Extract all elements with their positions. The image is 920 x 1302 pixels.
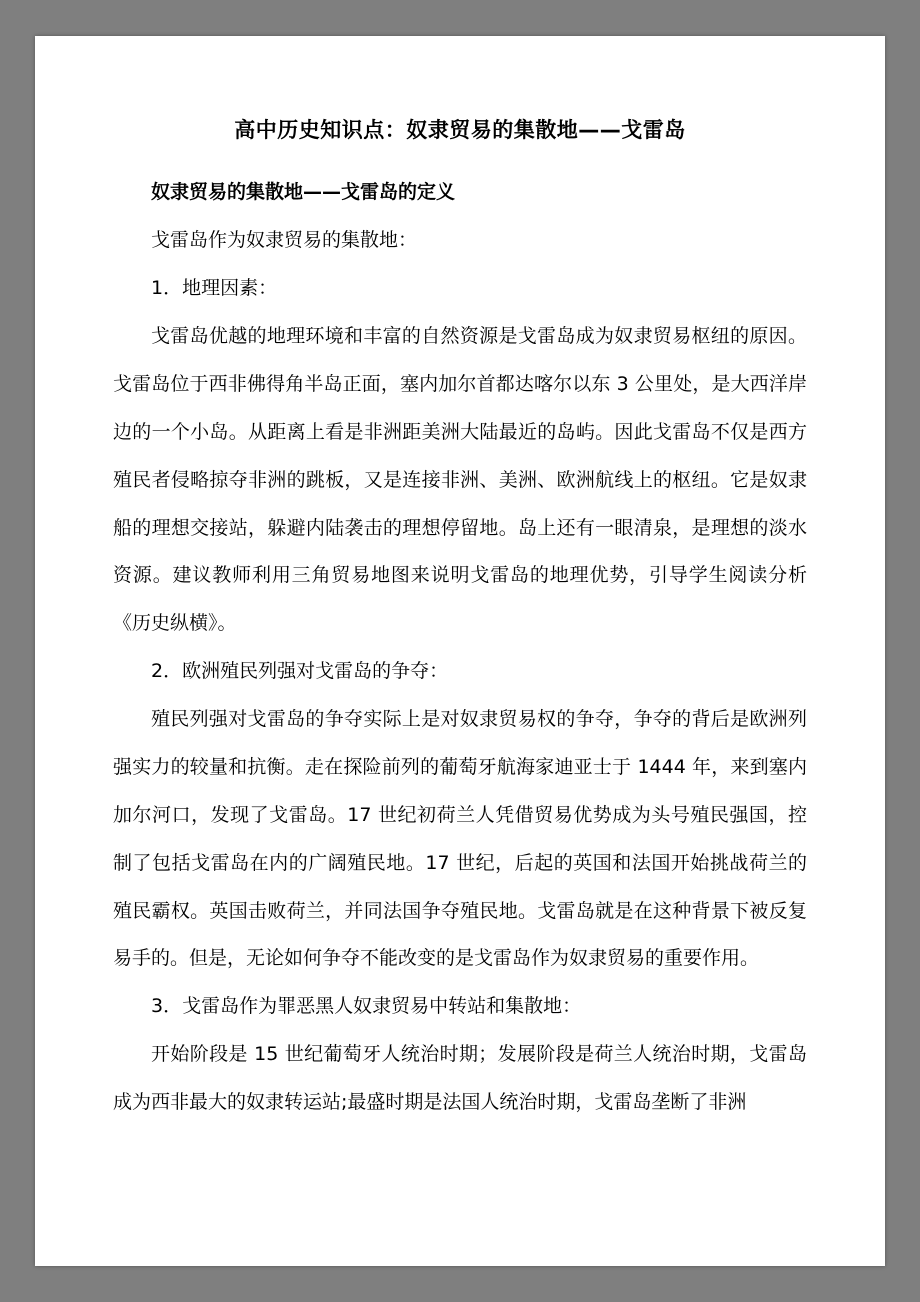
document-body <box>113 169 807 1127</box>
document-title: 高中历史知识点：奴隶贸易的集散地——戈雷岛 <box>234 118 686 142</box>
paragraph-section-2-body: 殖民列强对戈雷岛的争夺实际上是对奴隶贸易权的争夺，争夺的背后是欧洲列强实力的较量和抗衡。走在探险前列的葡萄牙航海家迪亚士于 1444 年，来到塞内加尔河口，发现了戈雷岛。17 世纪初荷兰人凭借贸易优势成为头号殖民强国，控制了包括戈雷岛在内的广阔殖民地。17 世纪，后起的英国和法国开始挑战荷兰的殖民霸权。英国击败荷兰，并同法国争夺殖民地。戈雷岛就是在这种背景下被反复易手的。但是，无论如何争夺不能改变的是戈雷岛作为奴隶贸易的重要作用。 <box>113 708 807 970</box>
paragraph-intro: 戈雷岛作为奴隶贸易的集散地： <box>151 229 418 252</box>
paragraph-section-1-heading: 1．地理因素： <box>151 277 278 300</box>
document-page <box>35 36 885 1266</box>
paragraph-section-1-body: 戈雷岛优越的地理环境和丰富的自然资源是戈雷岛成为奴隶贸易枢纽的原因。戈雷岛位于西非佛得角半岛正面，塞内加尔首都达喀尔以东 3 公里处，是大西洋岸边的一个小岛。从距离上看是非洲距美洲大陆最近的岛屿。因此戈雷岛不仅是西方殖民者侵略掠夺非洲的跳板，又是连接非洲、美洲、欧洲航线上的枢纽。它是奴隶船的理想交接站，躲避内陆袭击的理想停留地。岛上还有一眼清泉，是理想的淡水资源。建议教师利用三角贸易地图来说明戈雷岛的地理优势，引导学生阅读分析《历史纵横》。 <box>113 325 807 635</box>
paragraph-section-3-heading: 3．戈雷岛作为罪恶黑人奴隶贸易中转站和集散地： <box>151 995 582 1018</box>
paragraph-section-3-body: 开始阶段是 15 世纪葡萄牙人统治时期；发展阶段是荷兰人统治时期，戈雷岛成为西非最大的奴隶转运站;最盛时期是法国人统治时期，戈雷岛垄断了非洲 <box>113 1043 807 1114</box>
paragraph-definition-heading: 奴隶贸易的集散地——戈雷岛的定义 <box>151 181 456 204</box>
paragraph-section-2-heading: 2．欧洲殖民列强对戈雷岛的争夺： <box>151 660 449 683</box>
